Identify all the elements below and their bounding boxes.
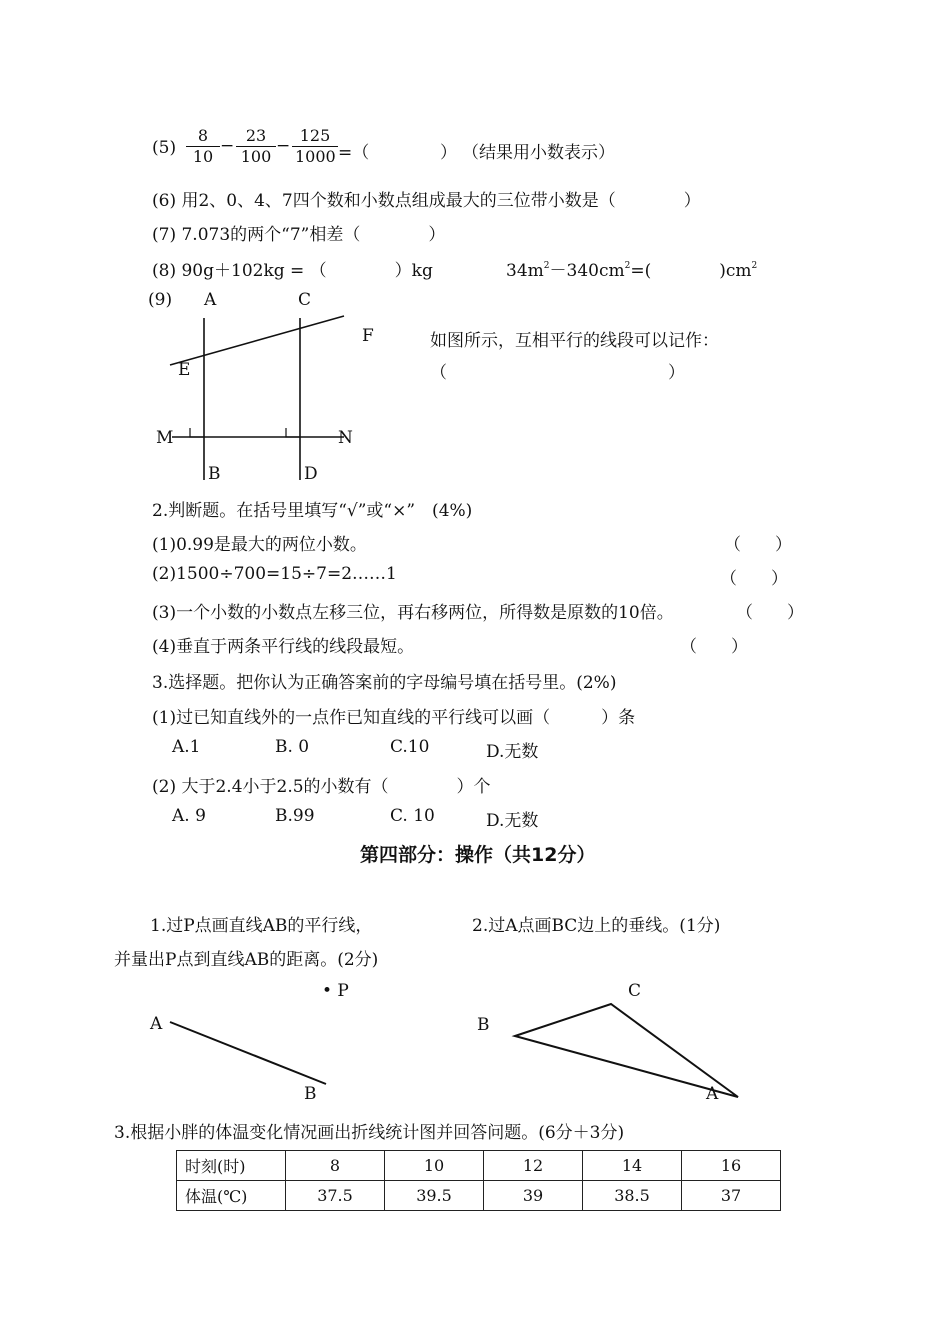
- label-f: F: [362, 326, 374, 346]
- label-c: C: [298, 290, 312, 310]
- choice-q1: (1)过已知直线外的一点作已知直线的平行线可以画（ ）条: [152, 708, 636, 728]
- q7-text: (7) 7.073的两个“7”相差（ ）: [152, 225, 446, 245]
- label-task1-b: B: [304, 1084, 317, 1104]
- judge-blank-4: （ ）: [680, 637, 748, 657]
- table-cell-temperature: 37: [682, 1181, 781, 1211]
- line-ab-task1: [170, 1022, 326, 1084]
- fraction-3-denominator: 1000: [295, 147, 336, 166]
- q8-blank: =( )cm: [630, 261, 752, 281]
- task2-text: 2.过A点画BC边上的垂线。(1分): [472, 916, 721, 936]
- table-cell-temperature: 39: [484, 1181, 583, 1211]
- label-task1-a: A: [150, 1014, 163, 1034]
- line-ef: [170, 316, 344, 365]
- q6-text: (6) 用2、0、4、7四个数和小数点组成最大的三位带小数是（ ）: [152, 191, 701, 211]
- table-header-time: 时刻(时): [177, 1151, 286, 1181]
- right-angle-mark-d: [286, 428, 300, 437]
- q8-part1: (8) 90g＋102kg = （ ）kg: [152, 261, 433, 281]
- label-a: A: [204, 290, 217, 310]
- q5-note: （结果用小数表示）: [462, 143, 615, 163]
- table-row-temperature: [177, 1181, 781, 1211]
- q9-text: 如图所示，互相平行的线段可以记作：: [430, 331, 719, 351]
- label-n: N: [338, 428, 353, 448]
- table-cell-time: 16: [682, 1151, 781, 1181]
- label-task2-c: C: [628, 981, 642, 1001]
- fraction-3-numerator: 125: [292, 126, 338, 147]
- fraction-1-numerator: 8: [186, 126, 220, 147]
- judge-item-3: (3)一个小数的小数点左移三位，再右移两位，所得数是原数的10倍。: [152, 603, 674, 623]
- choice-q2-option-c: C. 10: [390, 806, 435, 826]
- judge-item-4: (4)垂直于两条平行线的线段最短。: [152, 637, 415, 657]
- temperature-table: [176, 1150, 781, 1211]
- fraction-1-denominator: 10: [192, 147, 214, 166]
- table-cell-temperature: 39.5: [385, 1181, 484, 1211]
- choice-q2-option-d: D.无数: [486, 811, 539, 831]
- table-cell-time: 8: [286, 1151, 385, 1181]
- task1-line2: 并量出P点到直线AB的距离。(2分): [114, 950, 379, 970]
- label-m: M: [156, 428, 174, 448]
- minus-sign-2: −: [276, 136, 291, 156]
- label-b: B: [208, 464, 221, 484]
- judge-blank-3: （ ）: [736, 603, 804, 623]
- judge-blank-1: （ ）: [724, 535, 792, 555]
- choice-title: 3.选择题。把你认为正确答案前的字母编号填在括号里。(2%): [152, 673, 617, 693]
- fraction-2-numerator: 23: [236, 126, 276, 147]
- q8-cm2: －340cm: [549, 261, 625, 281]
- q5-number: (5): [152, 138, 177, 158]
- table-cell-time: 12: [484, 1151, 583, 1181]
- minus-sign-1: −: [220, 136, 235, 156]
- fraction-2-denominator: 100: [240, 147, 272, 166]
- task1-line1: 1.过P点画直线AB的平行线，: [150, 916, 373, 936]
- judge-title: 2.判断题。在括号里填写“√”或“×” (4%): [152, 501, 473, 521]
- table-header-temperature: 体温(℃): [177, 1181, 286, 1211]
- table-cell-temperature: 37.5: [286, 1181, 385, 1211]
- choice-q2-option-b: B.99: [275, 806, 315, 826]
- choice-q1-option-c: C.10: [390, 737, 430, 757]
- choice-q1-option-d: D.无数: [486, 742, 539, 762]
- q9-number: (9): [148, 290, 173, 310]
- q8-sup-1: 2: [543, 261, 550, 271]
- label-e: E: [178, 360, 191, 380]
- choice-q1-option-b: B. 0: [275, 737, 310, 757]
- table-cell-temperature: 38.5: [583, 1181, 682, 1211]
- q8-m2: 34m: [506, 261, 544, 281]
- judge-blank-2: （ ）: [720, 569, 788, 589]
- triangle-abc: [515, 1004, 738, 1097]
- q8-sup-2: 2: [624, 261, 631, 271]
- choice-q2-option-a: A. 9: [172, 806, 206, 826]
- judge-item-1: (1)0.99是最大的两位小数。: [152, 535, 367, 555]
- choice-q1-option-a: A.1: [172, 737, 201, 757]
- label-d: D: [304, 464, 318, 484]
- right-angle-mark-b: [190, 428, 204, 437]
- table-cell-time: 14: [583, 1151, 682, 1181]
- q9-blank: （ ）: [430, 363, 685, 383]
- table-row-time: [177, 1151, 781, 1181]
- part4-title: 第四部分：操作（共12分）: [360, 844, 596, 866]
- judge-item-2: (2)1500÷700=15÷7=2……1: [152, 564, 397, 584]
- label-task2-b: B: [477, 1015, 490, 1035]
- label-point-p: • P: [322, 981, 349, 1001]
- choice-q2: (2) 大于2.4小于2.5的小数有（ ）个: [152, 777, 491, 797]
- table-cell-time: 10: [385, 1151, 484, 1181]
- task3-text: 3.根据小胖的体温变化情况画出折线统计图并回答问题。(6分＋3分): [114, 1123, 625, 1143]
- q5-close: ）: [440, 143, 457, 163]
- q5-equals-open: =（: [338, 143, 370, 163]
- q8-sup-3: 2: [751, 261, 758, 271]
- label-task2-a: A: [706, 1084, 719, 1104]
